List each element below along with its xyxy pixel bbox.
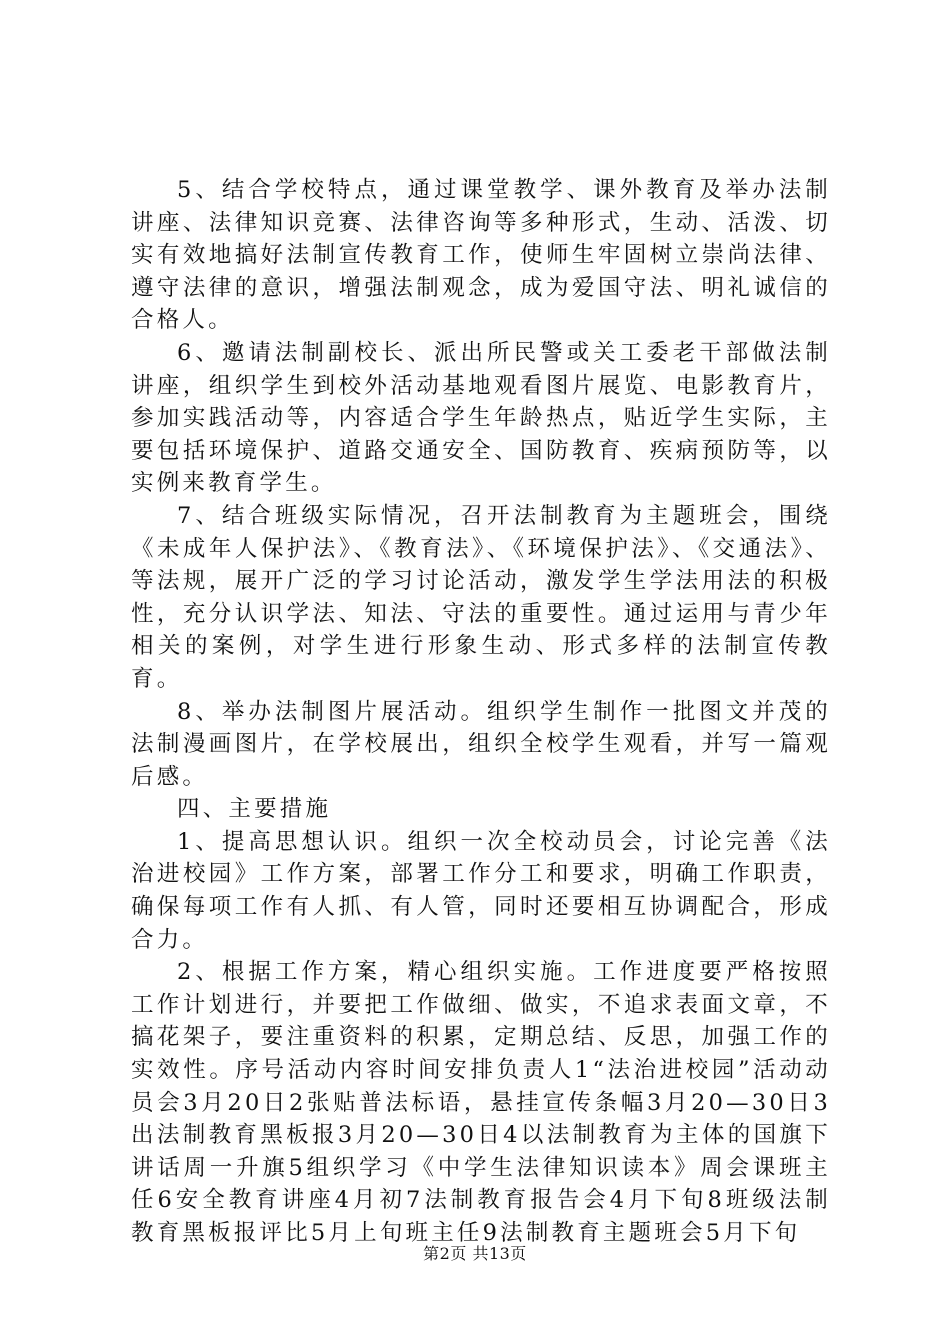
paragraph-item-7: 7、结合班级实际情况，召开法制教育为主题班会，围绕《未成年人保护法》、《教育法》、《环境保护法》、《交通法》、等法规，展开广泛的学习讨论活动，激发学生学法用法的积极性，充分认识学法、知法、守法的重要性。通过运用与青少年相关的案例，对学生进行形象生动、形式多样的法制宣传教育。 (131, 502, 831, 692)
paragraph-measure-2: 2、根据工作方案，精心组织实施。工作进度要严格按照工作计划进行，并要把工作做细、做实，不追求表面文章，不搞花架子，要注重资料的积累，定期总结、反思，加强工作的实效性。序号活动内容时间安排负责人1“法治进校园”活动动员会3月20日2张贴普法标语，悬挂宣传条幅3月20—30日3出法制教育黑板报3月20—30日4以法制教育为主体的国旗下讲话周一升旗5组织学习《中学生法律知识读本》周会课班主任6安全教育讲座4月初7法制教育报告会4月下旬8班级法制教育黑板报评比5月上旬班主任9法制教育主题班会5月下旬 (131, 959, 831, 1246)
document-body (131, 174, 831, 1250)
section-heading-main-measures: 四、主要措施 (177, 796, 332, 823)
paragraph-measure-1: 1、提高思想认识。组织一次全校动员会，讨论完善《法治进校园》工作方案，部署工作分工和要求，明确工作职责，确保每项工作有人抓、有人管，同时还要相互协调配合，形成合力。 (131, 828, 831, 953)
paragraph-item-8: 8、举办法制图片展活动。组织学生制作一批图文并茂的法制漫画图片，在学校展出，组织全校学生观看，并写一篇观后感。 (131, 698, 831, 790)
page-number-footer: 第2页 共13页 (423, 1244, 527, 1263)
paragraph-item-6: 6、邀请法制副校长、派出所民警或关工委老干部做法制讲座，组织学生到校外活动基地观看图片展览、电影教育片，参加实践活动等，内容适合学生年龄热点，贴近学生实际，主要包括环境保护、道路交通安全、国防教育、疾病预防等，以实例来教育学生。 (131, 339, 831, 497)
paragraph-item-5: 5、结合学校特点，通过课堂教学、课外教育及举办法制讲座、法律知识竞赛、法律咨询等多种形式，生动、活泼、切实有效地搞好法制宣传教育工作，使师生牢固树立崇尚法律、遵守法律的意识，增强法制观念，成为爱国守法、明礼诚信的合格人。 (131, 177, 831, 334)
